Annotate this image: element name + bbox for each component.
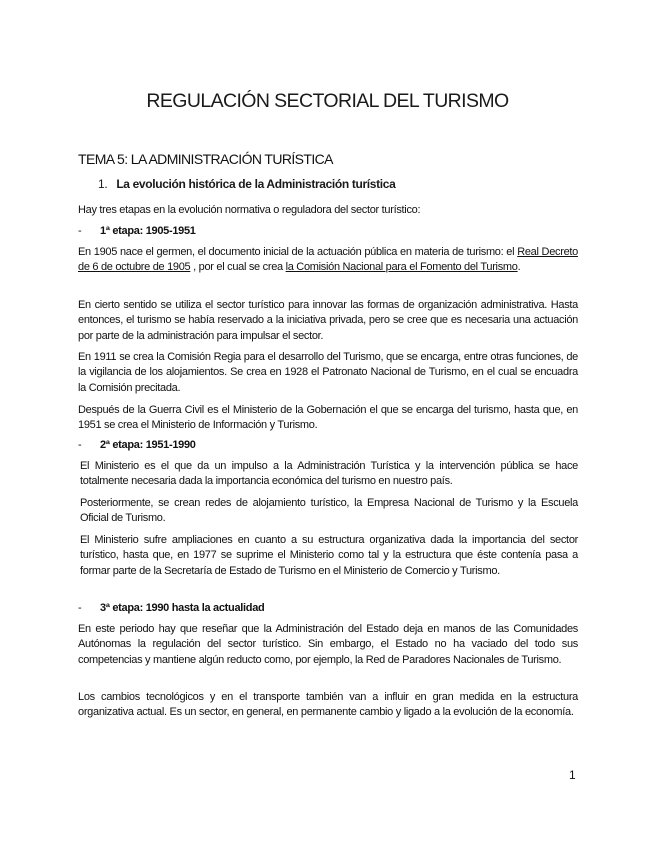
- etapa-1-p1-text-c: .: [517, 261, 521, 274]
- etapa-2-paragraph-2: Posteriormente, se crean redes de alojamiento turístico, la Empresa Nacional de Turismo y la Escuela Oficial de Turismo.: [80, 497, 578, 525]
- real-decreto-link[interactable]: Real Decreto de 6 de octubre de 1905: [78, 246, 578, 274]
- etapa-2-dash: -: [78, 439, 82, 451]
- etapa-1-p1-text-b: , por el cual se crea: [190, 261, 286, 274]
- document-title: REGULACIÓN SECTORIAL DEL TURISMO: [146, 90, 509, 112]
- etapa-1-dash: -: [78, 225, 82, 237]
- etapa-1-paragraph-1: [78, 245, 578, 276]
- etapa-2-paragraph-1: El Ministerio es el que da un impulso a la Administración Turística y la intervención pública se hace totalmente necesaria dada la importancia económica del turismo en nuestro país.: [80, 460, 578, 488]
- etapa-1-paragraph-3: En 1911 se crea la Comisión Regia para el desarrollo del Turismo, que se encarga, entre otras funciones, de la vigilancia de los alojamientos. Se crea en 1928 el Patronato Nacional de Turismo, en el cual se encuadra la Comisión precitada.: [78, 351, 578, 394]
- etapa-1-p1-text-a: En 1905 nace el germen, el documento inicial de la actuación pública en materia de turismo: el: [78, 246, 518, 258]
- comision-nacional-link[interactable]: la Comisión Nacional para el Fomento del Turismo: [285, 261, 518, 274]
- section-title: La evolución histórica de la Administración turística: [116, 177, 396, 191]
- etapa-2-label: 2ª etapa: 1951-1990: [100, 439, 196, 451]
- etapa-3-paragraph-2: Los cambios tecnológicos y en el transporte también van a influir en gran medida en la estructura organizativa actual. Es un sector, en general, en permanente cambio y ligado a la evolución de la economía.: [78, 691, 578, 719]
- page-number: 1: [569, 768, 576, 782]
- etapa-3-dash: -: [78, 602, 82, 614]
- etapa-1-heading: [78, 224, 196, 239]
- etapa-2-heading: [78, 438, 196, 453]
- tema-heading: TEMA 5: LA ADMINISTRACIÓN TURÍSTICA: [78, 151, 333, 167]
- section-heading: [98, 177, 395, 191]
- etapa-2-paragraph-3: El Ministerio sufre ampliaciones en cuanto a su estructura organizativa dada la importancia del sector turístico, hasta que, en 1977 se suprime el Ministerio como tal y la estructura que éste contenía pasa a formar parte de la Secretaría de Estado de Turismo en el Ministerio de Comercio y Turismo.: [80, 534, 578, 577]
- etapa-3-heading: [78, 601, 264, 616]
- etapa-1-paragraph-4: Después de la Guerra Civil es el Ministerio de la Gobernación el que se encarga del turismo, hasta que, en 1951 se crea el Ministerio de Información y Turismo.: [78, 404, 578, 432]
- etapa-1-paragraph-2: En cierto sentido se utiliza el sector turístico para innovar las formas de organización administrativa. Hasta entonces, el turismo se había reservado a la iniciativa privada, pero se cree que es necesaria una actuación por parte de la administración para impulsar el sector.: [78, 299, 578, 342]
- etapa-3-label: 3ª etapa: 1990 hasta la actualidad: [100, 602, 265, 614]
- section-number: 1.: [98, 177, 108, 191]
- etapa-1-label: 1ª etapa: 1905-1951: [100, 225, 196, 237]
- etapa-3-paragraph-1: En este periodo hay que reseñar que la Administración del Estado deja en manos de las Comunidades Autónomas la regulación del sector turístico. Sin embargo, el Estado no ha vaciado del todo sus competencias y mantiene algún reducto como, por ejemplo, la Red de Paradores Nacionales de Turismo.: [78, 623, 578, 666]
- intro-paragraph: Hay tres etapas en la evolución normativa o reguladora del sector turístico:: [78, 204, 421, 216]
